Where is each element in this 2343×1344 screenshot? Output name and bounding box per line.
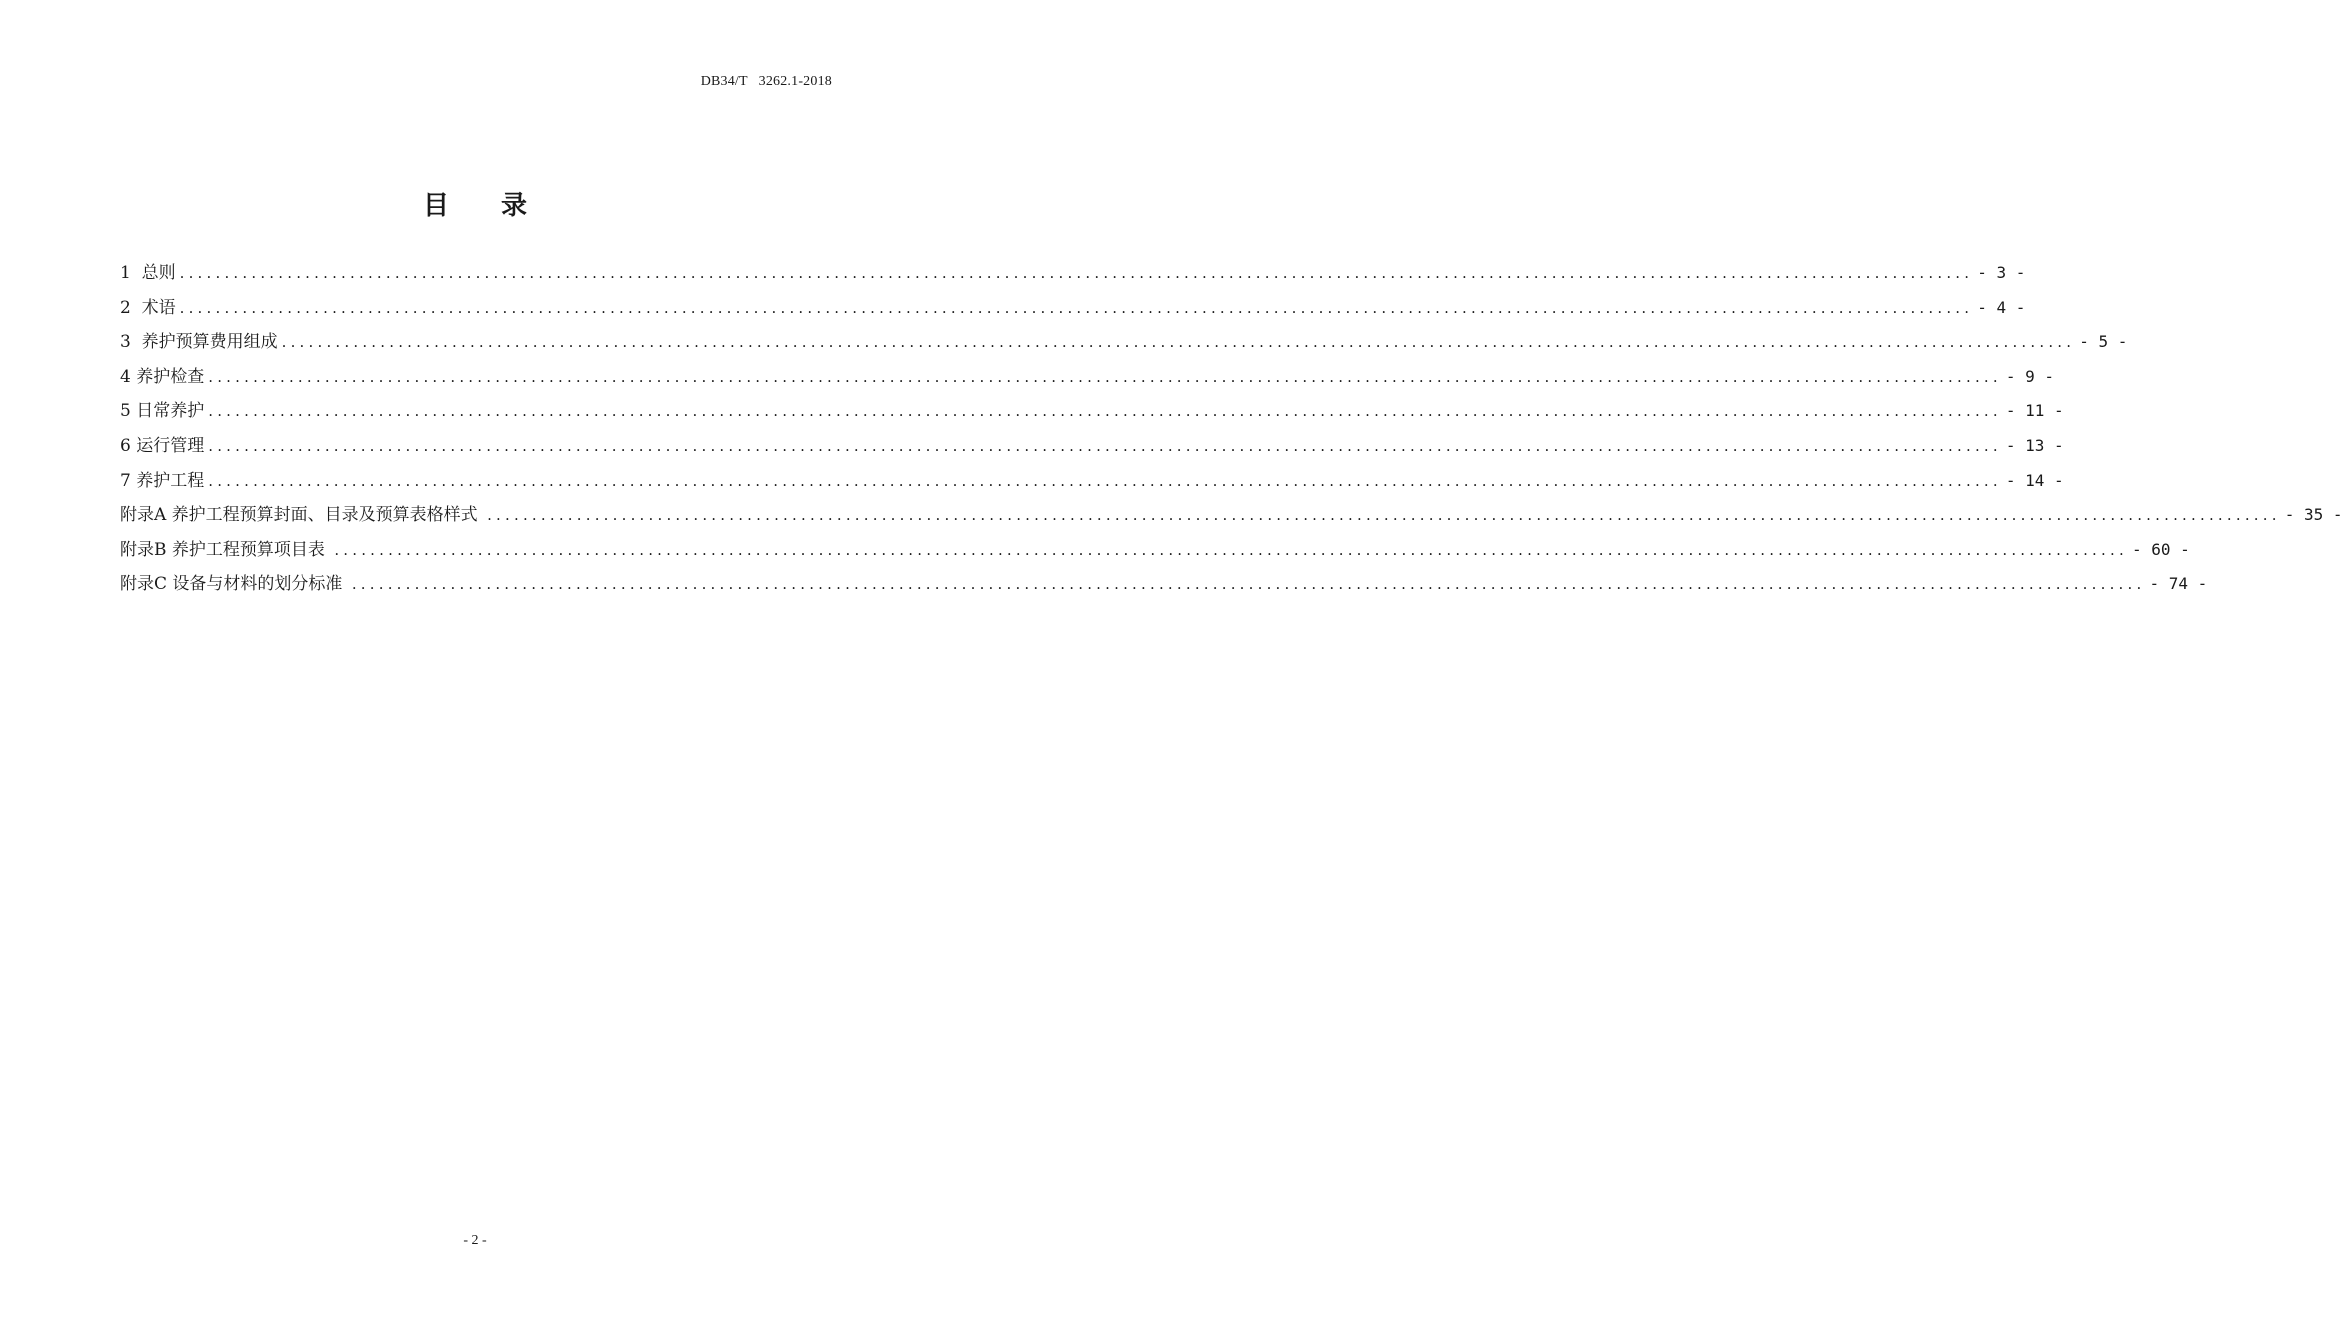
- toc-entry-label: 4 养护检查: [120, 366, 205, 387]
- toc-leader-dots: ........................................................................................................................................................................................................: [334, 540, 2128, 559]
- toc-entry-page: - 74 -: [2149, 574, 2208, 594]
- toc-leader-dots: ........................................................................................................................................................................................................: [351, 575, 2146, 594]
- toc-entry-label: 5 日常养护: [120, 401, 205, 422]
- toc-entry[interactable]: [120, 466, 2064, 501]
- toc-entry-page: - 3 -: [1977, 263, 2026, 282]
- toc-leader-dots: ........................................................................................................................................................................................................: [487, 506, 2281, 525]
- toc-entry[interactable]: [120, 500, 2343, 535]
- toc-entry-label: 3 养护预算费用组成: [120, 332, 278, 353]
- toc-entry[interactable]: [120, 327, 2128, 362]
- toc-leader-dots: ........................................................................................................................................................................................................: [208, 471, 2002, 490]
- toc-entry-page: - 4 -: [1977, 297, 2026, 317]
- toc-entry-page: - 5 -: [2079, 332, 2128, 352]
- toc-leader-dots: ........................................................................................................................................................................................................: [281, 333, 2076, 352]
- toc-leader-dots: ........................................................................................................................................................................................................: [208, 436, 2002, 455]
- toc-entry[interactable]: [120, 362, 2055, 397]
- toc-leader-dots: ........................................................................................................................................................................................................: [208, 402, 2002, 421]
- toc-entry-label: 7 养护工程: [120, 470, 205, 491]
- toc-entry-label: 附录C 设备与材料的划分标准: [120, 574, 348, 595]
- document-code: DB34/T 3262.1-2018: [700, 74, 832, 89]
- toc-entry-label: 2 术语: [120, 297, 176, 318]
- page-number: - 2 -: [463, 1233, 487, 1248]
- toc-entry-page: - 9 -: [2005, 366, 2055, 386]
- toc-entry-page: - 14 -: [2005, 470, 2064, 490]
- toc-entry[interactable]: [120, 258, 2026, 293]
- toc-list: [120, 258, 2343, 604]
- toc-entry-label: 1 总则: [120, 263, 176, 283]
- toc-entry[interactable]: [120, 293, 2026, 328]
- toc-entry-page: - 11 -: [2005, 401, 2064, 421]
- toc-entry[interactable]: [120, 431, 2064, 466]
- toc-leader-dots: ........................................................................................................................................................................................................: [179, 298, 1974, 317]
- toc-entry-label: 6 运行管理: [120, 435, 205, 456]
- toc-entry[interactable]: [120, 569, 2208, 604]
- toc-entry-page: - 13 -: [2005, 435, 2064, 455]
- toc-leader-dots: ........................................................................................................................................................................................................: [208, 367, 2002, 386]
- toc-entry[interactable]: [120, 396, 2064, 431]
- toc-entry-page: - 60 -: [2131, 539, 2190, 559]
- toc-entry-page: - 35 -: [2284, 505, 2343, 525]
- toc-leader-dots: ........................................................................................................................................................................................................: [179, 264, 1974, 282]
- toc-entry[interactable]: [120, 535, 2190, 570]
- toc-title: 目录: [422, 191, 579, 221]
- toc-entry-label: 附录B 养护工程预算项目表: [120, 539, 331, 560]
- toc-entry-label: 附录A 养护工程预算封面、目录及预算表格样式: [120, 505, 484, 526]
